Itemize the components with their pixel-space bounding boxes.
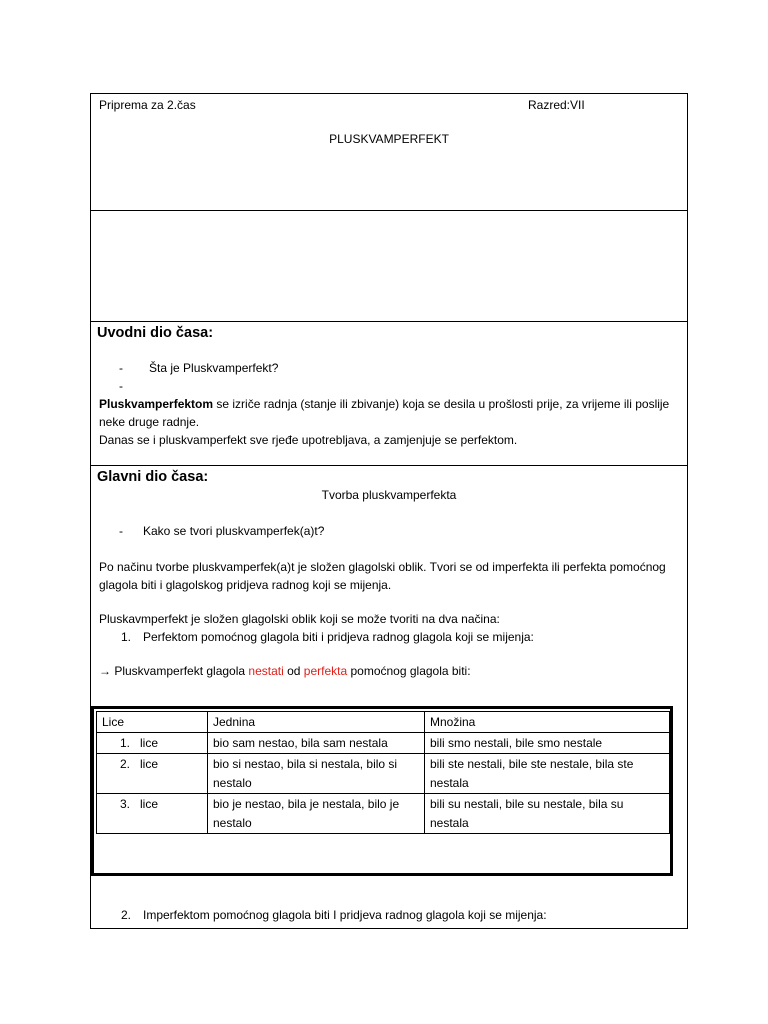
table-cell-mnozina: bili su nestali, bile su nestale, bila su nestala [425, 794, 670, 834]
intro-question: Šta je Pluskvamperfekt? [149, 361, 279, 375]
intro-note: Danas se i pluskvamperfekt sve rjeđe upotrebljava, a zamjenjuje se perfektom. [99, 433, 518, 447]
lesson-plan-document [90, 93, 688, 929]
table-cell-lice: 1. lice [97, 733, 208, 754]
highlight-perfekta: perfekta [303, 664, 348, 678]
conjugation-table-frame [91, 706, 673, 876]
item-imperfekt: Imperfektom pomoćnog glagola biti I pridjeva radnog glagola koji se mijenja: [143, 908, 547, 922]
arrow-suffix: pomoćnog glagola biti: [347, 664, 471, 678]
formation-paragraph: Po načinu tvorbe pluskvamperfek(a)t je složen glagolski oblik. Tvori se od imperfekta ili perfekta pomoćnog glagola biti i glagolskog pridjeva radnog koji se mijenja. [99, 560, 666, 592]
intro-paragraph [99, 395, 677, 431]
main-subtitle: Tvorba pluskvamperfekta [321, 488, 457, 502]
header-section [91, 94, 687, 211]
table-header: Množina [425, 712, 670, 733]
arrow-line [99, 662, 471, 680]
conjugation-table [96, 711, 670, 834]
table-cell-jednina: bio si nestao, bila si nestala, bilo si nestalo [208, 754, 425, 794]
page-title: PLUSKVAMPERFEKT [329, 132, 449, 146]
arrow-prefix: → Pluskvamperfekt glagola [99, 664, 249, 678]
main-heading: Glavni dio časa: [97, 469, 209, 485]
arrow-mid: od [283, 664, 304, 678]
highlight-nestati: nestati [248, 664, 284, 678]
table-cell-mnozina: bili ste nestali, bile ste nestale, bila ste nestala [425, 754, 670, 794]
table-cell-lice: 2. lice [97, 754, 208, 794]
table-row [97, 733, 670, 754]
intro-definition: se izriče radnja (stanje ili zbivanje) koja se desila u prošlosti prije, za vrijeme ili poslije neke druge radnje. [99, 397, 670, 429]
table-row [97, 754, 670, 794]
intro-section [91, 322, 687, 466]
main-section [91, 466, 687, 930]
razred-label: Razred:VII [528, 98, 585, 112]
bullet-dash: - [119, 361, 123, 375]
table-header-row [97, 712, 670, 733]
bullet-dash: - [119, 524, 123, 538]
empty-section [91, 211, 687, 322]
priprema-label: Priprema za 2.čas [99, 98, 196, 112]
item-number: 2. [121, 908, 132, 922]
main-question: Kako se tvori pluskvamperfek(a)t? [143, 524, 325, 538]
table-header: Lice [97, 712, 208, 733]
item-perfekt: Perfektom pomoćnog glagola biti i pridjeva radnog glagola koji se mijenja: [143, 630, 534, 644]
bullet-dash: - [119, 379, 123, 393]
pluskvamperfektom-term: Pluskvamperfektom [99, 397, 214, 411]
table-header: Jednina [208, 712, 425, 733]
item-number: 1. [121, 630, 132, 644]
two-ways-paragraph: Pluskavmperfekt je složen glagolski oblik koji se može tvoriti na dva načina: [99, 612, 500, 626]
table-cell-lice: 3. lice [97, 794, 208, 834]
intro-heading: Uvodni dio časa: [97, 325, 214, 341]
table-cell-jednina: bio je nestao, bila je nestala, bilo je nestalo [208, 794, 425, 834]
table-row [97, 794, 670, 834]
table-cell-jednina: bio sam nestao, bila sam nestala [208, 733, 425, 754]
table-cell-mnozina: bili smo nestali, bile smo nestale [425, 733, 670, 754]
